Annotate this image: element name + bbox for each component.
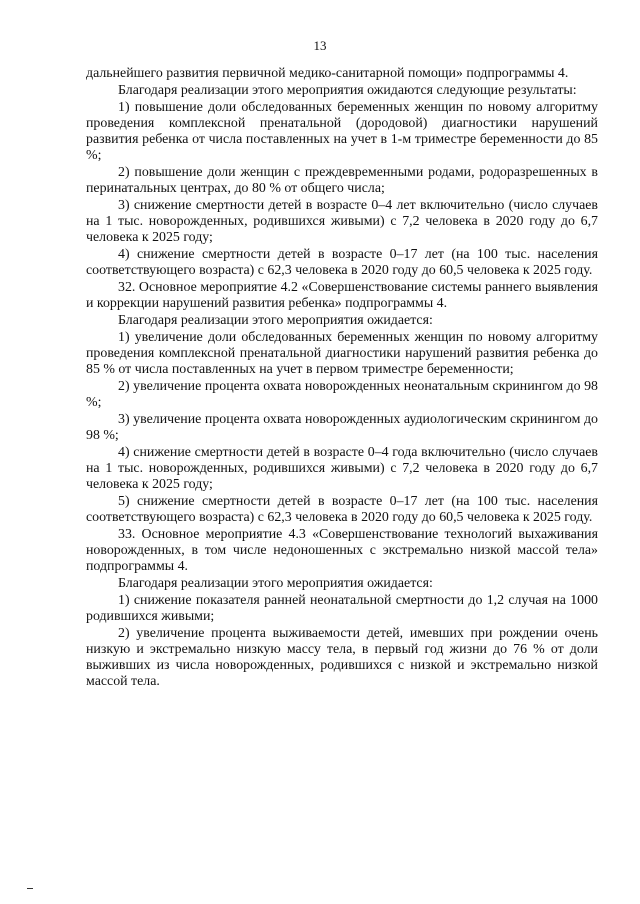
list-item: 2) повышение доли женщин с преждевременными родами, родоразрешенных в перинатальных центрах, до 80 % от общего числа; [86,165,598,196]
list-item: 3) увеличение процента охвата новорожденных аудиологическим скринингом до 98 %; [86,411,598,443]
document-body [86,66,598,691]
list-item: 3) снижение смертности детей в возрасте 0–4 лет включительно (число случаев на 1 тыс. новорожденных, родившихся живыми) с 7,2 человека в 2020 году до 6,7 человека к 2025 году; [86,198,598,245]
list-item: 5) снижение смертности детей в возрасте 0–17 лет (на 100 тыс. населения соответствующего возраста) с 62,3 человека в 2020 году до 60,5 человека к 2025 году. [86,493,598,525]
list-item: 1) снижение показателя ранней неонатальной смертности до 1,2 случая на 1000 родившихся живыми; [86,592,598,624]
section-heading-paragraph: 33. Основное мероприятие 4.3 «Совершенствование технологий выхаживания новорожденных, в том числе недоношенных с экстремально низкой массой тела» подпрограммы 4. [86,526,598,574]
paragraph: Благодаря реализации этого мероприятия ожидаются следующие результаты: [118,83,577,99]
paragraph: дальнейшего развития первичной медико-санитарной помощи» подпрограммы 4. [86,66,569,81]
page-number: 13 [313,38,327,53]
section-heading-paragraph: 32. Основное мероприятие 4.2 «Совершенствование системы раннего выявления и коррекции нарушений развития ребенка» подпрограммы 4. [86,279,598,311]
list-item: 2) увеличение процента выживаемости детей, имевших при рождении очень низкую и экстремально низкую массу тела, в первый год жизни до 76 % от доли выживших из числа новорожденных, родившихся с низкой и экстремально низкой массой тела. [86,625,598,689]
paragraph: Благодаря реализации этого мероприятия ожидается: [118,575,433,591]
list-item: 1) повышение доли обследованных беременных женщин по новому алгоритму проведения комплексной пренатальной (дородовой) диагностики нарушений развития ребенка от числа поставленных на учет в 1-м триместре беременности до 85 %; [86,100,598,163]
list-item: 2) увеличение процента охвата новорожденных неонатальным скринингом до 98 %; [86,378,598,410]
list-item: 4) снижение смертности детей в возрасте 0–4 года включительно (число случаев на 1 тыс. новорожденных, родившихся живыми) с 7,2 человека в 2020 году до 6,7 человека к 2025 году; [86,444,598,492]
paragraph: Благодаря реализации этого мероприятия ожидается: [118,312,433,328]
list-item: 4) снижение смертности детей в возрасте 0–17 лет (на 100 тыс. населения соответствующего возраста) с 62,3 человека в 2020 году до 60,5 человека к 2025 году. [86,246,598,278]
scan-edge-mark [27,888,33,889]
list-item: 1) увеличение доли обследованных беременных женщин по новому алгоритму проведения комплексной пренатальной диагностики нарушений развития ребенка до 85 % от числа поставленных на учет в первом триместре беременности; [86,330,598,377]
